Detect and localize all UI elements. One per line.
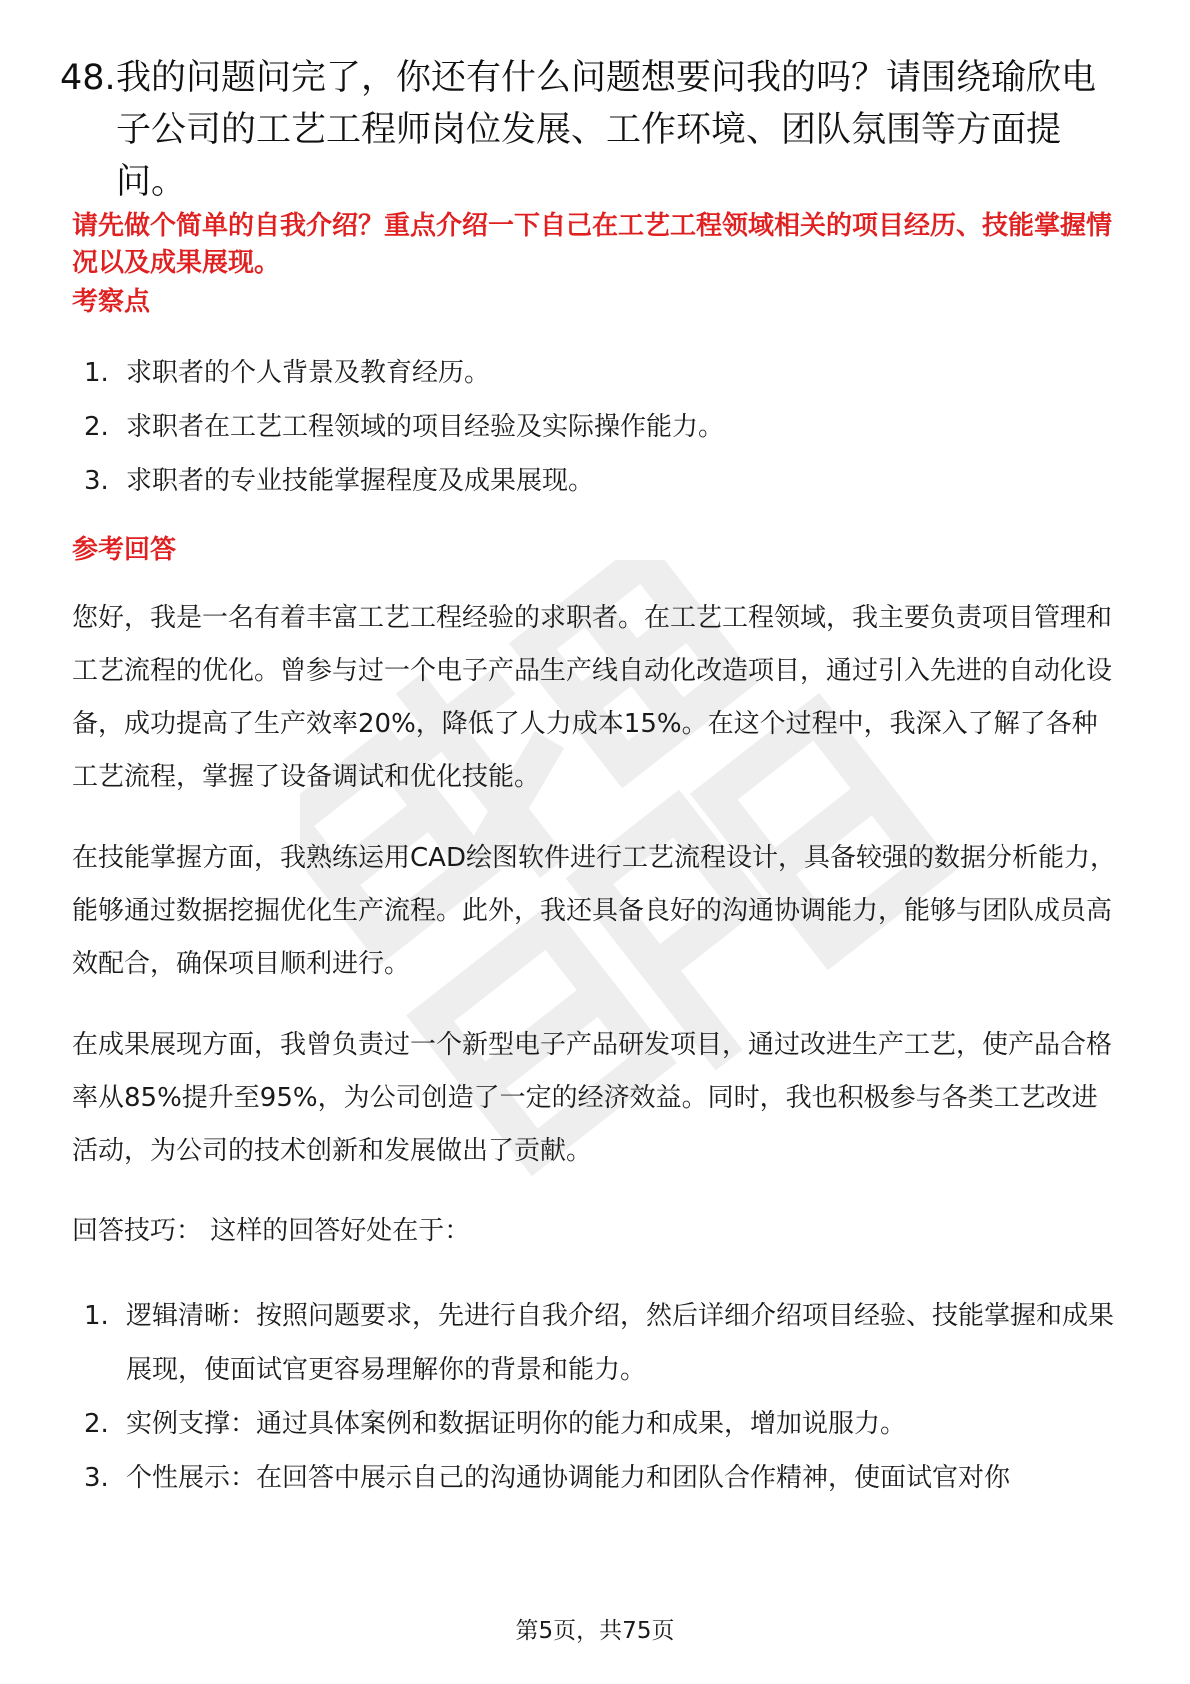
list-item: 3. 求职者的专业技能掌握程度及成果展现。 (84, 466, 595, 496)
list-item: 1. 逻辑清晰：按照问题要求，先进行自我介绍，然后详细介绍项目经验、技能掌握和成果展现，使面试官更容易理解你的背景和能力。 (84, 1301, 1115, 1385)
interview-prompt: 请先做个简单的自我介绍？重点介绍一下自己在工艺工程领域相关的项目经历、技能掌握情况以及成果展现。 (72, 211, 1113, 278)
list-item: 2. 实例支撑：通过具体案例和数据证明你的能力和成果，增加说服力。 (84, 1409, 907, 1439)
assessment-title: 考察点 (72, 287, 151, 317)
list-item: 1. 求职者的个人背景及教育经历。 (84, 358, 491, 388)
answer-paragraph-3: 在成果展现方面，我曾负责过一个新型电子产品研发项目，通过改进生产工艺，使产品合格率从85%提升至95%，为公司创造了一定的经济效益。同时，我也积极参与各类工艺改进活动，为公司的技术创新和发展做出了贡献。 (72, 1030, 1113, 1166)
question-number: 48. (60, 58, 116, 98)
tips-list (84, 1289, 1124, 1505)
answer-paragraph-2: 在技能掌握方面，我熟练运用CAD绘图软件进行工艺流程设计，具备较强的数据分析能力，能够通过数据挖掘优化生产流程。此外，我还具备良好的沟通协调能力，能够与团队成员高效配合，确保项目顺利进行。 (72, 843, 1116, 979)
answer-title: 参考回答 (72, 535, 177, 565)
question-text: 我的问题问完了，你还有什么问题想要问我的吗？请围绕瑜欣电子公司的工艺工程师岗位发展、工作环境、团队氛围等方面提问。 (116, 58, 1097, 202)
question-heading (60, 52, 1120, 208)
list-item: 3. 个性展示：在回答中展示自己的沟通协调能力和团队合作精神，使面试官对你 (84, 1463, 1011, 1493)
page-number: 第5页，共75页 (515, 1618, 675, 1644)
list-item: 2. 求职者在工艺工程领域的项目经验及实际操作能力。 (84, 412, 725, 442)
answer-paragraph-1: 您好，我是一名有着丰富工艺工程经验的求职者。在工艺工程领域，我主要负责项目管理和工艺流程的优化。曾参与过一个电子产品生产线自动化改造项目，通过引入先进的自动化设备，成功提高了生产效率20%，降低了人力成本15%。在这个过程中，我深入了解了各种工艺流程，掌握了设备调试和优化技能。 (72, 603, 1113, 792)
tips-intro: 回答技巧： 这样的回答好处在于： (72, 1216, 471, 1246)
assessment-list (84, 346, 1124, 508)
